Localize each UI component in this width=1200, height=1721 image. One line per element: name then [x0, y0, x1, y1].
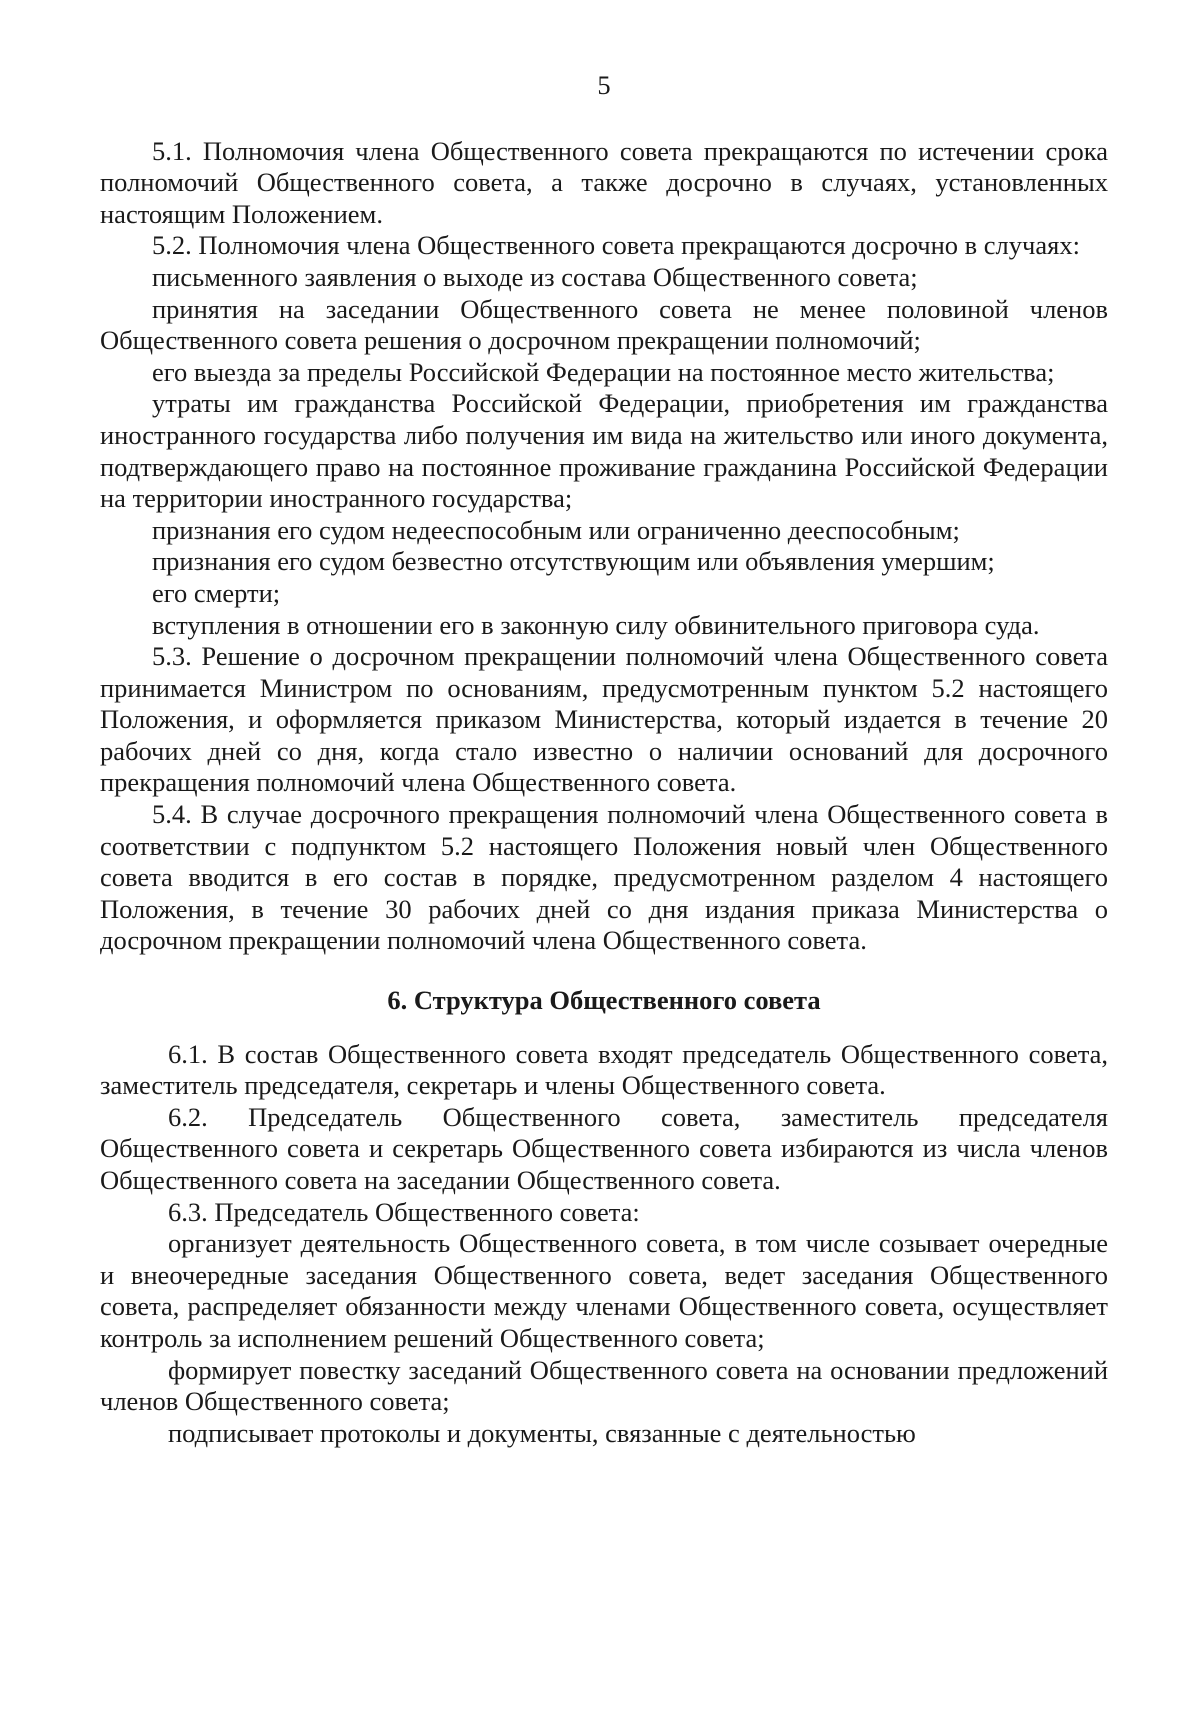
paragraph-5-1: 5.1. Полномочия члена Общественного совета прекращаются по истечении срока полномочий Общественного совета, а также досрочно в случаях, установленных настоящим Положением. [100, 135, 1108, 229]
list-item-5-2-a: письменного заявления о выходе из состава Общественного совета; [152, 261, 918, 292]
paragraph-5-3: 5.3. Решение о досрочном прекращении полномочий члена Общественного совета принимается Министром по основаниям, предусмотренным пунктом 5.2 настоящего Положения, и оформляется приказом Министерства, который издается в течение 20 рабочих дней со дня, когда стало известно о наличии оснований для досрочного прекращения полномочий члена Общественного совета. [100, 641, 1108, 798]
list-item-6-3-a: организует деятельность Общественного совета, в том числе созывает очередные и внеочередные заседания Общественного совета, ведет заседания Общественного совета, распределяет обязанности между членами Общественного совета, осуществляет контроль за исполнением решений Общественного совета; [100, 1228, 1108, 1353]
list-item-6-3-c: подписывает протоколы и документы, связанные с деятельностью [168, 1417, 916, 1448]
paragraph-5-2: 5.2. Полномочия члена Общественного совета прекращаются досрочно в случаях: [152, 230, 1080, 261]
paragraph-6-1: 6.1. В состав Общественного совета входят председатель Общественного совета, заместитель председателя, секретарь и члены Общественного совета. [100, 1038, 1108, 1101]
page-number: 5 [597, 70, 611, 100]
list-item-5-2-h: вступления в отношении его в законную силу обвинительного приговора суда. [152, 609, 1040, 640]
list-item-5-2-e: признания его судом недееспособным или ограниченно дееспособным; [152, 514, 960, 545]
list-item-5-2-f: признания его судом безвестно отсутствующим или объявления умершим; [152, 546, 995, 577]
list-item-5-2-b: принятия на заседании Общественного совета не менее половиной членов Общественного совета решения о досрочном прекращении полномочий; [100, 293, 1108, 356]
list-item-5-2-c: его выезда за пределы Российской Федерации на постоянное место жительства; [152, 356, 1055, 387]
paragraph-6-2: 6.2. Председатель Общественного совета, заместитель председателя Общественного совета и секретарь Общественного совета избираются из числа членов Общественного совета на заседании Общественного совета. [100, 1101, 1108, 1195]
section-6-heading: 6. Структура Общественного совета [387, 985, 821, 1016]
list-item-5-2-g: его смерти; [152, 577, 281, 608]
list-item-6-3-b: формирует повестку заседаний Общественного совета на основании предложений членов Общественного совета; [100, 1354, 1108, 1417]
paragraph-6-3: 6.3. Председатель Общественного совета: [168, 1196, 640, 1227]
list-item-5-2-d: утраты им гражданства Российской Федерации, приобретения им гражданства иностранного государства либо получения им вида на жительство или иного документа, подтверждающего право на постоянное проживание гражданина Российской Федерации на территории иностранного государства; [100, 388, 1108, 514]
paragraph-5-4: 5.4. В случае досрочного прекращения полномочий члена Общественного совета в соответствии с подпунктом 5.2 настоящего Положения новый член Общественного совета вводится в его состав в порядке, предусмотренном разделом 4 настоящего Положения, в течение 30 рабочих дней со дня издания приказа Министерства о досрочном прекращении полномочий члена Общественного совета. [100, 799, 1108, 956]
